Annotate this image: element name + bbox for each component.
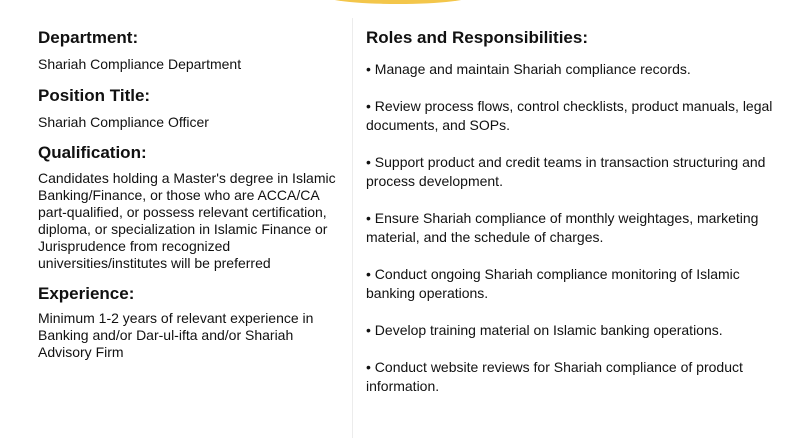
role-item: • Ensure Shariah compliance of monthly weightages, marketing material, and the schedule of charges. [366, 210, 759, 245]
role-item: • Conduct ongoing Shariah compliance monitoring of Islamic banking operations. [366, 266, 740, 301]
qualification-value: Candidates holding a Master's degree in Islamic Banking/Finance, or those who are ACCA/CA part-qualified, or possess relevant certification, diploma, or specialization in Islamic Finance or Jurisprudence from recognized universities/institutes will be preferred [38, 170, 336, 271]
position-title-heading: Position Title: [38, 86, 151, 105]
role-item: • Conduct website reviews for Shariah compliance of product information. [366, 359, 743, 394]
role-item: • Develop training material on Islamic banking operations. [366, 322, 723, 338]
roles-heading: Roles and Responsibilities: [366, 28, 588, 47]
roles-list [366, 60, 791, 396]
column-divider [352, 18, 353, 438]
department-value: Shariah Compliance Department [38, 56, 242, 72]
role-item: • Support product and credit teams in transaction structuring and process development. [366, 154, 766, 189]
qualification-heading: Qualification: [38, 143, 147, 162]
job-details-column [38, 28, 348, 361]
roles-column [366, 28, 791, 396]
decorative-top-arc [322, 0, 474, 4]
experience-heading: Experience: [38, 284, 135, 303]
role-item: • Manage and maintain Shariah compliance records. [366, 61, 691, 77]
position-title-value: Shariah Compliance Officer [38, 114, 209, 130]
experience-value: Minimum 1-2 years of relevant experience in Banking and/or Dar-ul-ifta and/or Shariah Advisory Firm [38, 310, 314, 360]
department-heading: Department: [38, 28, 139, 47]
role-item: • Review process flows, control checklists, product manuals, legal documents, and SOPs. [366, 98, 773, 133]
